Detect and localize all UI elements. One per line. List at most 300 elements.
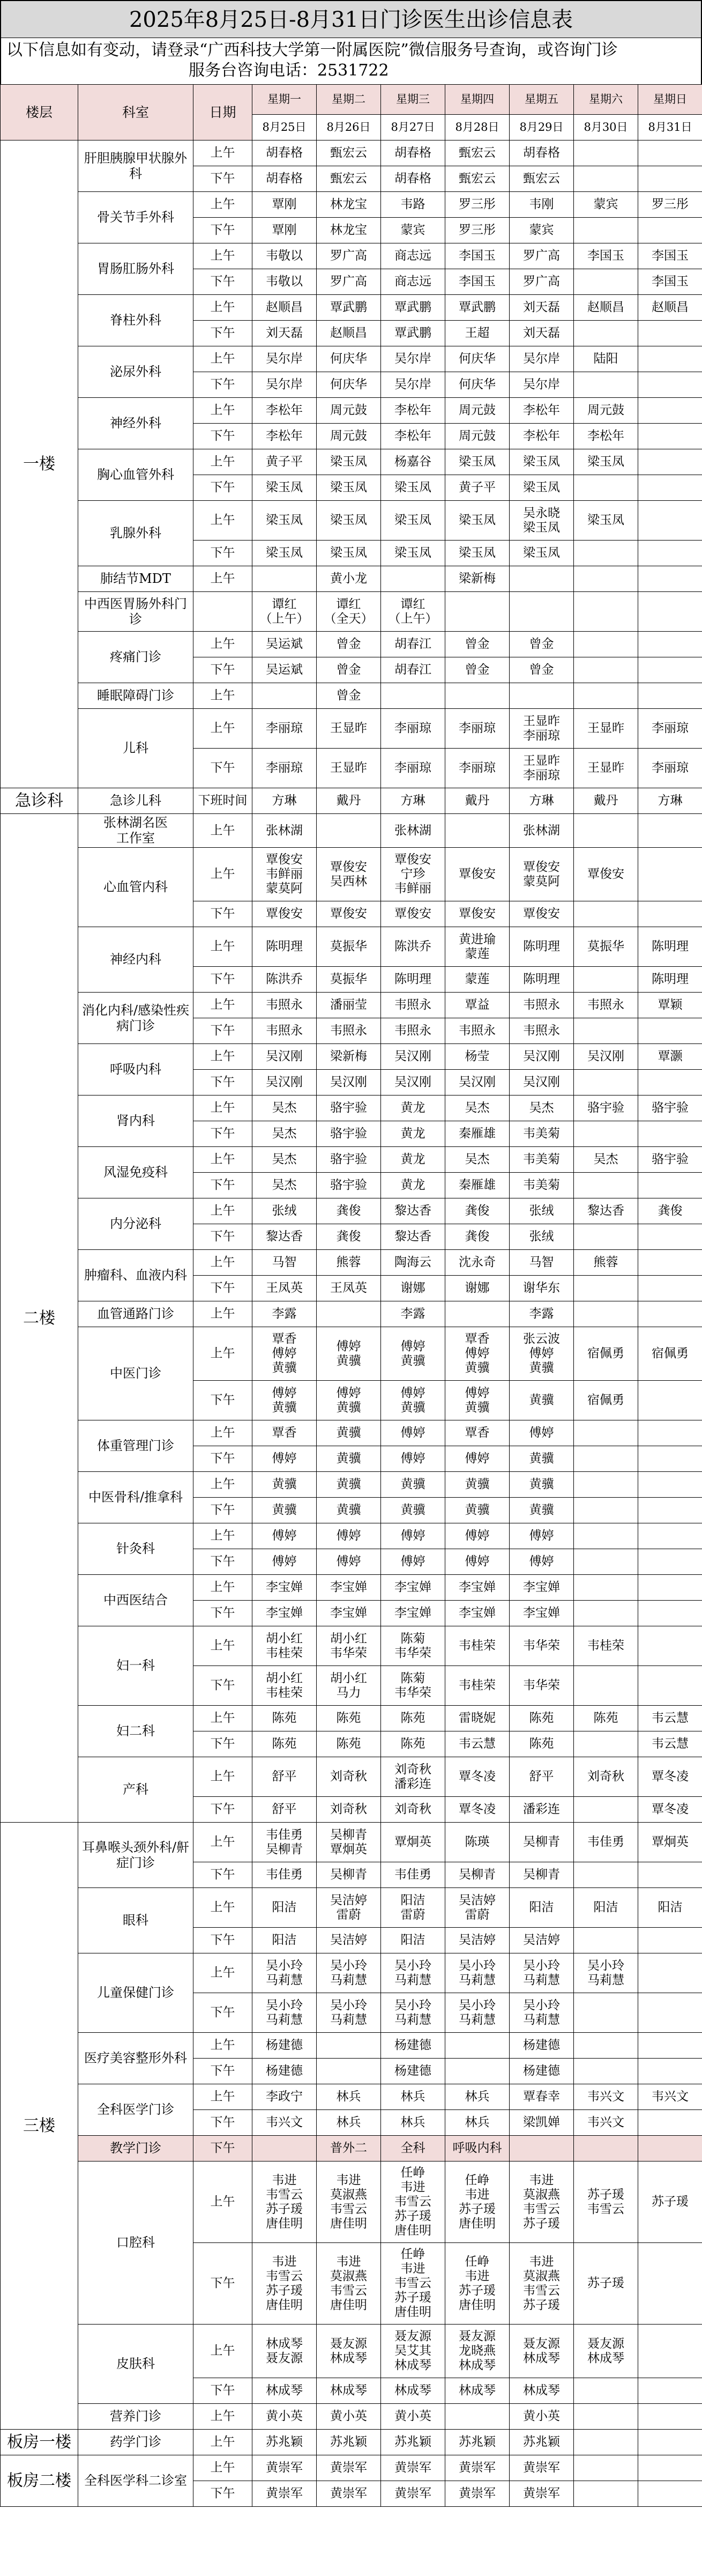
doctor-cell: 梁玉凤 [510, 541, 574, 566]
floor-label: 急诊科 [1, 788, 78, 814]
department-name: 乳腺外科 [78, 501, 193, 566]
doctor-cell: 李丽琼 [445, 749, 510, 788]
doctor-cell: 莫振华 [317, 967, 381, 993]
doctor-cell [574, 1601, 638, 1626]
doctor-cell [574, 2136, 638, 2162]
doctor-cell: 王显昨 李丽琼 [510, 709, 574, 749]
doctor-cell [638, 1626, 702, 1666]
doctor-cell: 陈明理 [381, 967, 445, 993]
schedule-row [1, 398, 702, 424]
doctor-cell [574, 372, 638, 398]
doctor-cell: 吴柳青 [510, 1862, 574, 1888]
schedule-row [1, 1626, 702, 1666]
department-name: 泌尿外科 [78, 346, 193, 398]
doctor-cell: 罗三彤 [638, 192, 702, 218]
department-name: 张林湖名医 工作室 [78, 814, 193, 848]
session-label: 下午 [193, 218, 252, 243]
doctor-cell: 吴汉刚 [381, 1070, 445, 1095]
doctor-cell: 韦照永 [381, 1018, 445, 1044]
doctor-cell: 韦兴文 [252, 2110, 317, 2136]
doctor-cell: 杨建德 [252, 2059, 317, 2084]
doctor-cell: 龚俊 [445, 1224, 510, 1250]
doctor-cell: 黄崇军 [381, 2481, 445, 2507]
department-name: 儿童保健门诊 [78, 1953, 193, 2033]
session-label: 下午 [193, 1993, 252, 2033]
doctor-cell: 聂友源 林成琴 [317, 2325, 381, 2378]
doctor-cell: 梁凯婵 [510, 2110, 574, 2136]
doctor-cell [445, 1301, 510, 1327]
doctor-cell: 吴尔岸 [252, 372, 317, 398]
doctor-cell: 张绒 [510, 1198, 574, 1224]
doctor-cell: 韦美菊 [510, 1147, 574, 1173]
doctor-cell [317, 2059, 381, 2084]
department-name: 风湿免疫科 [78, 1147, 193, 1198]
doctor-cell: 苏兆颖 [510, 2430, 574, 2455]
doctor-cell: 杨嘉谷 [381, 449, 445, 475]
doctor-cell [445, 592, 510, 632]
doctor-cell: 阳洁 [252, 1888, 317, 1928]
doctor-cell: 胡小红 韦桂荣 [252, 1626, 317, 1666]
doctor-cell: 任峥 韦进 苏子瑗 唐佳明 [445, 2243, 510, 2325]
schedule-row [1, 1953, 702, 1993]
doctor-cell: 韦敬以 [252, 269, 317, 295]
department-name: 医疗美容整形外科 [78, 2033, 193, 2084]
department-name: 消化内科/感染性疾病门诊 [78, 993, 193, 1044]
session-label: 上午 [193, 295, 252, 321]
doctor-cell: 李露 [510, 1301, 574, 1327]
doctor-cell [574, 1862, 638, 1888]
doctor-cell [638, 1549, 702, 1575]
doctor-cell: 黎达香 [574, 1198, 638, 1224]
session-label: 下午 [193, 372, 252, 398]
doctor-cell: 李国玉 [638, 269, 702, 295]
doctor-cell: 李宝婵 [252, 1601, 317, 1626]
doctor-cell: 龚俊 [317, 1224, 381, 1250]
doctor-cell: 林成琴 [445, 2378, 510, 2404]
doctor-cell: 梁玉凤 [252, 501, 317, 541]
doctor-cell: 傅婷 黄骥 [252, 1381, 317, 1420]
doctor-cell: 方琳 [381, 788, 445, 814]
doctor-cell: 黄骥 [317, 1472, 381, 1498]
doctor-cell: 黄骥 [252, 1498, 317, 1523]
doctor-cell: 陈苑 [510, 1731, 574, 1757]
doctor-cell: 谭红 （上午） [252, 592, 317, 632]
doctor-cell: 王凤英 [317, 1276, 381, 1301]
doctor-cell: 黄骥 [381, 1472, 445, 1498]
doctor-cell: 潘彩连 [510, 1797, 574, 1823]
doctor-cell [317, 2033, 381, 2059]
doctor-cell: 张绒 [252, 1198, 317, 1224]
doctor-cell [317, 1301, 381, 1327]
department-name: 胸心血管外科 [78, 449, 193, 501]
notice-line-1: 以下信息如有变动，请登录“广西科技大学第一附属医院”微信服务号查询，或咨询门诊 [6, 41, 618, 60]
doctor-cell: 吴汉刚 [252, 1044, 317, 1070]
doctor-cell: 傅婷 [510, 1549, 574, 1575]
department-name: 皮肤科 [78, 2325, 193, 2404]
doctor-cell: 韦佳勇 [252, 1862, 317, 1888]
doctor-cell: 黄骥 [317, 1498, 381, 1523]
doctor-cell: 林龙宝 [317, 218, 381, 243]
session-label: 下午 [193, 2110, 252, 2136]
session-label: 下午 [193, 749, 252, 788]
doctor-cell: 何庆华 [445, 346, 510, 372]
session-label: 下班时间 [193, 788, 252, 814]
doctor-cell: 苏兆颖 [445, 2430, 510, 2455]
department-name: 教学门诊 [78, 2136, 193, 2162]
session-label: 上午 [193, 1575, 252, 1601]
doctor-cell: 梁玉凤 [317, 541, 381, 566]
doctor-cell [317, 814, 381, 848]
doctor-cell: 吴运斌 [252, 632, 317, 657]
doctor-cell: 龚俊 [638, 1198, 702, 1224]
doctor-cell [638, 1862, 702, 1888]
doctor-cell: 李国玉 [574, 243, 638, 269]
doctor-cell [638, 2059, 702, 2084]
department-name: 神经外科 [78, 398, 193, 449]
doctor-cell: 蒙宾 [574, 192, 638, 218]
doctor-cell: 苏兆颖 [252, 2430, 317, 2455]
doctor-cell: 阳洁 [574, 1888, 638, 1928]
doctor-cell: 陈明理 [638, 967, 702, 993]
session-label: 下午 [193, 967, 252, 993]
doctor-cell: 傅婷 黄骥 [445, 1381, 510, 1420]
doctor-cell: 罗三彤 [445, 218, 510, 243]
schedule-row [1, 993, 702, 1018]
doctor-cell: 甄宏云 [510, 166, 574, 192]
doctor-cell: 莫振华 [574, 927, 638, 967]
doctor-cell [574, 140, 638, 166]
doctor-cell: 周元鼓 [445, 424, 510, 449]
doctor-cell [574, 2378, 638, 2404]
session-label: 下午 [193, 1797, 252, 1823]
department-name: 心血管内科 [78, 848, 193, 927]
doctor-cell [574, 1797, 638, 1823]
doctor-cell: 吴小玲 马莉慧 [317, 1953, 381, 1993]
doctor-cell [574, 269, 638, 295]
session-label: 下午 [193, 541, 252, 566]
session-label: 下午 [193, 1666, 252, 1706]
doctor-cell: 吴小玲 马莉慧 [381, 1993, 445, 2033]
doctor-cell [638, 848, 702, 901]
doctor-cell: 胡小红 韦华荣 [317, 1626, 381, 1666]
doctor-cell [638, 2136, 702, 2162]
doctor-cell: 陈明理 [638, 927, 702, 967]
doctor-cell: 黄骥 [510, 1446, 574, 1472]
doctor-cell: 韦照永 [510, 993, 574, 1018]
schedule-table [0, 84, 702, 2507]
department-name: 疼痛门诊 [78, 632, 193, 683]
schedule-row [1, 295, 702, 321]
schedule-row [1, 346, 702, 372]
doctor-cell: 王显昨 [574, 709, 638, 749]
doctor-cell: 李丽琼 [381, 749, 445, 788]
doctor-cell: 罗三彤 [445, 192, 510, 218]
header-date-cell: 8月27日 [381, 115, 445, 140]
doctor-cell: 李宝婵 [510, 1575, 574, 1601]
doctor-cell: 覃俊安 蒙莫阿 [510, 848, 574, 901]
doctor-cell: 谢娜 [445, 1276, 510, 1301]
schedule-row [1, 243, 702, 269]
doctor-cell: 韦刚 [510, 192, 574, 218]
doctor-cell: 覃俊安 [317, 901, 381, 927]
doctor-cell: 骆宇验 [317, 1173, 381, 1198]
doctor-cell: 吴洁婷 雷蔚 [317, 1888, 381, 1928]
doctor-cell: 黄小英 [510, 2404, 574, 2430]
doctor-cell [574, 1301, 638, 1327]
doctor-cell: 黄龙 [381, 1147, 445, 1173]
doctor-cell: 胡春江 [381, 632, 445, 657]
schedule-row [1, 1472, 702, 1498]
doctor-cell: 覃香 傅婷 黄骥 [252, 1327, 317, 1381]
doctor-cell: 何庆华 [317, 346, 381, 372]
doctor-cell: 覃俊安 [445, 901, 510, 927]
doctor-cell: 黄崇军 [252, 2481, 317, 2507]
doctor-cell: 黄骥 [510, 1472, 574, 1498]
doctor-cell: 周元鼓 [445, 398, 510, 424]
doctor-cell: 吴洁婷 [510, 1928, 574, 1953]
doctor-cell: 刘奇秋 [381, 1797, 445, 1823]
header-weekday: 星期三 [381, 85, 445, 115]
doctor-cell: 傅婷 黄骥 [317, 1381, 381, 1420]
schedule-row [1, 2430, 702, 2455]
session-label: 上午 [193, 1626, 252, 1666]
session-label: 上午 [193, 1757, 252, 1797]
session-label: 下午 [193, 424, 252, 449]
doctor-cell: 刘奇秋 [317, 1797, 381, 1823]
doctor-cell [638, 1070, 702, 1095]
session-label: 上午 [193, 1523, 252, 1549]
header-floor: 楼层 [1, 85, 78, 140]
doctor-cell: 黄骥 [445, 1498, 510, 1523]
doctor-cell: 周元鼓 [317, 398, 381, 424]
doctor-cell: 曾金 [510, 657, 574, 683]
department-name: 神经内科 [78, 927, 193, 993]
doctor-cell: 傅婷 黄骥 [317, 1327, 381, 1381]
doctor-cell: 吴柳青 [317, 1862, 381, 1888]
schedule-row [1, 2404, 702, 2430]
doctor-cell: 梁玉凤 [574, 449, 638, 475]
session-label: 上午 [193, 243, 252, 269]
schedule-body [1, 140, 702, 2507]
doctor-cell [638, 1498, 702, 1523]
doctor-cell: 李宝婵 [510, 1601, 574, 1626]
session-label: 上午 [193, 1044, 252, 1070]
schedule-row [1, 814, 702, 848]
doctor-cell: 张林湖 [252, 814, 317, 848]
doctor-cell: 梁玉凤 [381, 541, 445, 566]
doctor-cell: 陈苑 [510, 1706, 574, 1731]
doctor-cell: 谢华东 [510, 1276, 574, 1301]
session-label: 上午 [193, 2162, 252, 2243]
doctor-cell: 吴柳青 覃炯英 [317, 1823, 381, 1862]
doctor-cell: 陈苑 [317, 1731, 381, 1757]
doctor-cell: 吴汉刚 [510, 1044, 574, 1070]
department-name: 肝胆胰腺甲状腺外科 [78, 140, 193, 192]
session-label: 上午 [193, 814, 252, 848]
doctor-cell: 覃益 [445, 993, 510, 1018]
doctor-cell: 吴运斌 [252, 657, 317, 683]
doctor-cell [445, 2059, 510, 2084]
doctor-cell: 梁玉凤 [445, 501, 510, 541]
doctor-cell: 吴汉刚 [381, 1044, 445, 1070]
doctor-cell: 梁新梅 [445, 566, 510, 592]
doctor-cell: 黄进瑜 蒙莲 [445, 927, 510, 967]
doctor-cell: 谭红 （全天） [317, 592, 381, 632]
doctor-cell [638, 140, 702, 166]
doctor-cell: 任峥 韦进 韦雪云 苏子瑗 唐佳明 [381, 2243, 445, 2325]
department-name: 产科 [78, 1757, 193, 1823]
doctor-cell: 张绒 [510, 1224, 574, 1250]
doctor-cell: 吴杰 [252, 1173, 317, 1198]
header-date-cell: 8月30日 [574, 115, 638, 140]
department-name: 体重管理门诊 [78, 1420, 193, 1472]
doctor-cell: 陈洪乔 [381, 927, 445, 967]
doctor-cell: 陈苑 [317, 1706, 381, 1731]
doctor-cell [638, 1250, 702, 1276]
doctor-cell: 聂友源 林成琴 [574, 2325, 638, 2378]
session-label: 下午 [193, 1446, 252, 1472]
doctor-cell: 李宝婵 [252, 1575, 317, 1601]
doctor-cell [574, 2404, 638, 2430]
doctor-cell: 龚俊 [445, 1198, 510, 1224]
doctor-cell [638, 814, 702, 848]
doctor-cell: 傅婷 [381, 1549, 445, 1575]
schedule-row [1, 192, 702, 218]
doctor-cell [638, 1472, 702, 1498]
doctor-cell: 覃俊安 [381, 901, 445, 927]
doctor-cell [638, 2481, 702, 2507]
doctor-cell: 韦照永 [381, 993, 445, 1018]
doctor-cell: 吴汉刚 [252, 1070, 317, 1095]
department-name: 中西医胃肠外科门诊 [78, 592, 193, 632]
doctor-cell: 韦兴文 [638, 2084, 702, 2110]
doctor-cell: 黄小英 [381, 2404, 445, 2430]
department-name: 胃肠肛肠外科 [78, 243, 193, 295]
schedule-row [1, 1250, 702, 1276]
department-name: 骨关节手外科 [78, 192, 193, 243]
doctor-cell: 李丽琼 [638, 709, 702, 749]
doctor-cell: 陈菊 韦华荣 [381, 1626, 445, 1666]
department-name: 血管通路门诊 [78, 1301, 193, 1327]
doctor-cell: 覃俊安 吴西林 [317, 848, 381, 901]
doctor-cell [574, 1928, 638, 1953]
doctor-cell: 傅婷 [317, 1523, 381, 1549]
doctor-cell: 林成琴 [510, 2378, 574, 2404]
doctor-cell: 覃刚 [252, 218, 317, 243]
session-label: 上午 [193, 1198, 252, 1224]
session-label: 上午 [193, 501, 252, 541]
doctor-cell: 曾金 [317, 657, 381, 683]
doctor-cell: 吴尔岸 [381, 346, 445, 372]
doctor-cell [638, 683, 702, 709]
doctor-cell: 傅婷 [381, 1446, 445, 1472]
doctor-cell: 黄骥 [317, 1420, 381, 1446]
doctor-cell: 骆宇验 [317, 1147, 381, 1173]
doctor-cell: 吴杰 [252, 1147, 317, 1173]
doctor-cell: 周元鼓 [317, 424, 381, 449]
doctor-cell: 覃武鹏 [317, 295, 381, 321]
schedule-row [1, 788, 702, 814]
session-label: 下午 [193, 166, 252, 192]
doctor-cell [574, 1121, 638, 1147]
doctor-cell: 熊蓉 [317, 1250, 381, 1276]
doctor-cell: 覃灏 [638, 1044, 702, 1070]
doctor-cell: 傅婷 [317, 1549, 381, 1575]
doctor-cell: 吴小玲 马莉慧 [381, 1953, 445, 1993]
schedule-row [1, 1888, 702, 1928]
schedule-row [1, 449, 702, 475]
header-weekday: 星期二 [317, 85, 381, 115]
doctor-cell: 黄龙 [381, 1173, 445, 1198]
doctor-cell: 莫振华 [317, 927, 381, 967]
doctor-cell [574, 657, 638, 683]
doctor-cell [574, 1575, 638, 1601]
schedule-row [1, 2033, 702, 2059]
doctor-cell: 韦进 莫淑燕 韦雪云 苏子瑗 [510, 2162, 574, 2243]
session-label: 上午 [193, 2325, 252, 2378]
doctor-cell [638, 1224, 702, 1250]
doctor-cell: 黄崇军 [317, 2481, 381, 2507]
doctor-cell: 黎达香 [381, 1224, 445, 1250]
doctor-cell: 李松年 [252, 424, 317, 449]
doctor-cell: 吴小玲 马莉慧 [317, 1993, 381, 2033]
schedule-row [1, 1198, 702, 1224]
doctor-cell [638, 2404, 702, 2430]
doctor-cell: 苏兆颖 [317, 2430, 381, 2455]
doctor-cell: 刘天磊 [510, 295, 574, 321]
session-label: 下午 [193, 2481, 252, 2507]
doctor-cell [574, 2430, 638, 2455]
doctor-cell [638, 1173, 702, 1198]
doctor-cell: 龚俊 [317, 1198, 381, 1224]
doctor-cell [638, 901, 702, 927]
doctor-cell: 李松年 [252, 398, 317, 424]
session-label: 下午 [193, 1121, 252, 1147]
department-name: 呼吸内科 [78, 1044, 193, 1095]
doctor-cell: 吴杰 [445, 1147, 510, 1173]
doctor-cell: 潘丽莹 [317, 993, 381, 1018]
doctor-cell: 韦照永 [252, 1018, 317, 1044]
doctor-cell [638, 2243, 702, 2325]
session-label: 下午 [193, 1276, 252, 1301]
doctor-cell: 黄崇军 [510, 2481, 574, 2507]
doctor-cell: 任峥 韦进 韦雪云 苏子瑗 唐佳明 [381, 2162, 445, 2243]
doctor-cell [445, 2033, 510, 2059]
doctor-cell [510, 2136, 574, 2162]
doctor-cell: 傅婷 [445, 1446, 510, 1472]
doctor-cell: 林兵 [317, 2084, 381, 2110]
doctor-cell: 韦华荣 [510, 1666, 574, 1706]
doctor-cell: 方琳 [638, 788, 702, 814]
doctor-cell: 舒平 [252, 1757, 317, 1797]
doctor-cell: 吴洁婷 [445, 1928, 510, 1953]
doctor-cell: 杨建德 [510, 2059, 574, 2084]
doctor-cell: 傅婷 黄骥 [381, 1381, 445, 1420]
doctor-cell: 骆宇验 [638, 1095, 702, 1121]
department-name: 营养门诊 [78, 2404, 193, 2430]
schedule-row [1, 2084, 702, 2110]
doctor-cell: 吴小玲 马莉慧 [445, 1993, 510, 2033]
doctor-cell: 李宝婵 [381, 1575, 445, 1601]
doctor-cell: 曾金 [317, 632, 381, 657]
doctor-cell: 刘奇秋 [317, 1757, 381, 1797]
schedule-row [1, 848, 702, 901]
session-label [193, 592, 252, 632]
doctor-cell: 李丽琼 [638, 749, 702, 788]
doctor-cell [510, 566, 574, 592]
doctor-cell [445, 2404, 510, 2430]
department-name: 耳鼻喉头颈外科/鼾症门诊 [78, 1823, 193, 1888]
